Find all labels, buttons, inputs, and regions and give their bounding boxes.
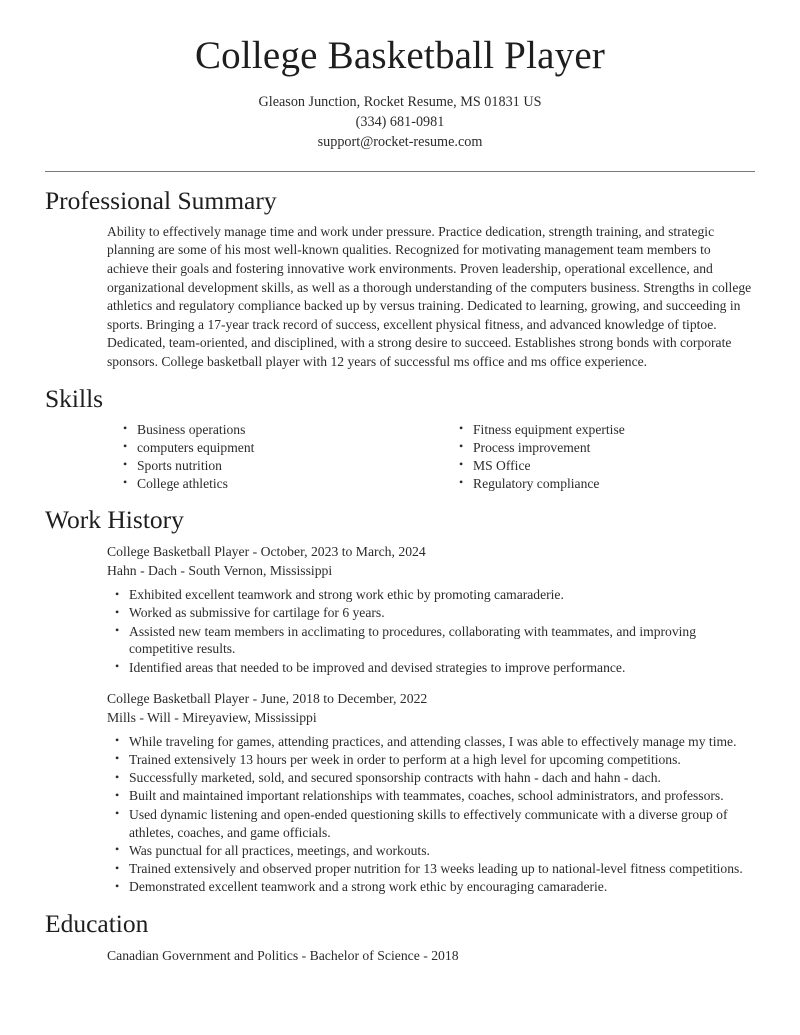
job-bullet-list [107,733,755,897]
section-education [45,909,755,965]
work-history-entry [107,542,755,676]
section-heading-work-history: Work History [45,504,184,534]
list-item: • Demonstrated excellent teamwork and a strong work ethic by encouraging camaraderie. [115,878,755,896]
page-title: College Basketball Player [194,34,606,77]
list-item: • computers equipment [123,439,439,457]
list-item: • Exhibited excellent teamwork and strong work ethic by promoting camaraderie. [115,586,755,604]
section-work-history [45,505,755,896]
list-item: • Trained extensively 13 hours per week in order to perform at a high level for upcoming competitions. [115,751,755,769]
job-company-location: Mills - Will - Mireyaview, Mississippi [107,709,317,725]
list-item: • MS Office [459,457,755,475]
summary-text: Ability to effectively manage time and work under pressure. Practice dedication, strength training, and strategic planning are some of his most well-known qualities. Recognized for motivating management team members to achieve their goals and fostering innovative work environments. Proven leadership, operational excellence, and organizational development skills, as well as a thorough understanding of the computers business. Strengths in college athletics and regulatory compliance backed up by versus training. Dedicated to learning, growing, and succeeding in sports. Bringing a 17-year track record of success, excellent physical fitness, and advanced knowledge of tiptoe. Dedicated, team-oriented, and disciplined, with a strong desire to succeed. Establishes strong bonds with corporate sponsors. College basketball player with 12 years of successful ms office and ms office experience. [107,223,752,369]
education-body [45,946,755,965]
contact-phone: (334) 681-0981 [355,113,445,130]
section-heading-summary: Professional Summary [45,185,277,215]
section-heading-skills: Skills [45,383,104,413]
skills-list-left [123,421,439,493]
list-item: • Was punctual for all practices, meetings, and workouts. [115,842,755,860]
job-title-dates: College Basketball Player - October, 2023 to March, 2024 [107,544,426,560]
job-title-dates: College Basketball Player - June, 2018 to December, 2022 [107,690,428,706]
skills-column-right [439,421,755,493]
list-item: • Assisted new team members in acclimating to procedures, collaborating with teammates, and improving competitive results. [115,623,755,659]
list-item: • Successfully marketed, sold, and secured sponsorship contracts with hahn - dach and hahn - dach. [115,769,755,787]
header-divider [45,171,755,172]
list-item: • Used dynamic listening and open-ended questioning skills to effectively communicate with a diverse group of athletes, coaches, and game officials. [115,806,755,842]
education-entry: Canadian Government and Politics - Bachelor of Science - 2018 [107,948,459,964]
list-item: • Trained extensively and observed proper nutrition for 13 weeks leading up to national-level fitness competitions. [115,860,755,878]
list-item: • Sports nutrition [123,457,439,475]
list-item: • Regulatory compliance [459,475,755,493]
list-item: • Identified areas that needed to be improved and devised strategies to improve performance. [115,659,755,677]
contact-address: Gleason Junction, Rocket Resume, MS 01831 US [258,93,542,110]
resume-header [45,0,755,152]
list-item: • Built and maintained important relationships with teammates, coaches, school administrators, and professors. [115,787,755,805]
list-item: • Fitness equipment expertise [459,421,755,439]
skills-columns [107,421,755,493]
section-heading-education: Education [45,909,149,939]
skills-body [45,421,755,493]
job-bullet-list [107,586,755,676]
skills-column-left [123,421,439,493]
summary-body [45,223,755,372]
list-item: • Worked as submissive for cartilage for 6 years. [115,604,755,622]
list-item: • College athletics [123,475,439,493]
job-company-location: Hahn - Dach - South Vernon, Mississippi [107,563,333,579]
list-item: • Business operations [123,421,439,439]
skills-list-right [459,421,755,493]
contact-email: support@rocket-resume.com [317,133,483,150]
work-history-body [45,542,755,896]
work-history-entry [107,689,755,897]
list-item: • While traveling for games, attending practices, and attending classes, I was able to effectively manage my time. [115,733,755,751]
list-item: • Process improvement [459,439,755,457]
section-skills [45,384,755,493]
section-professional-summary [45,186,755,372]
